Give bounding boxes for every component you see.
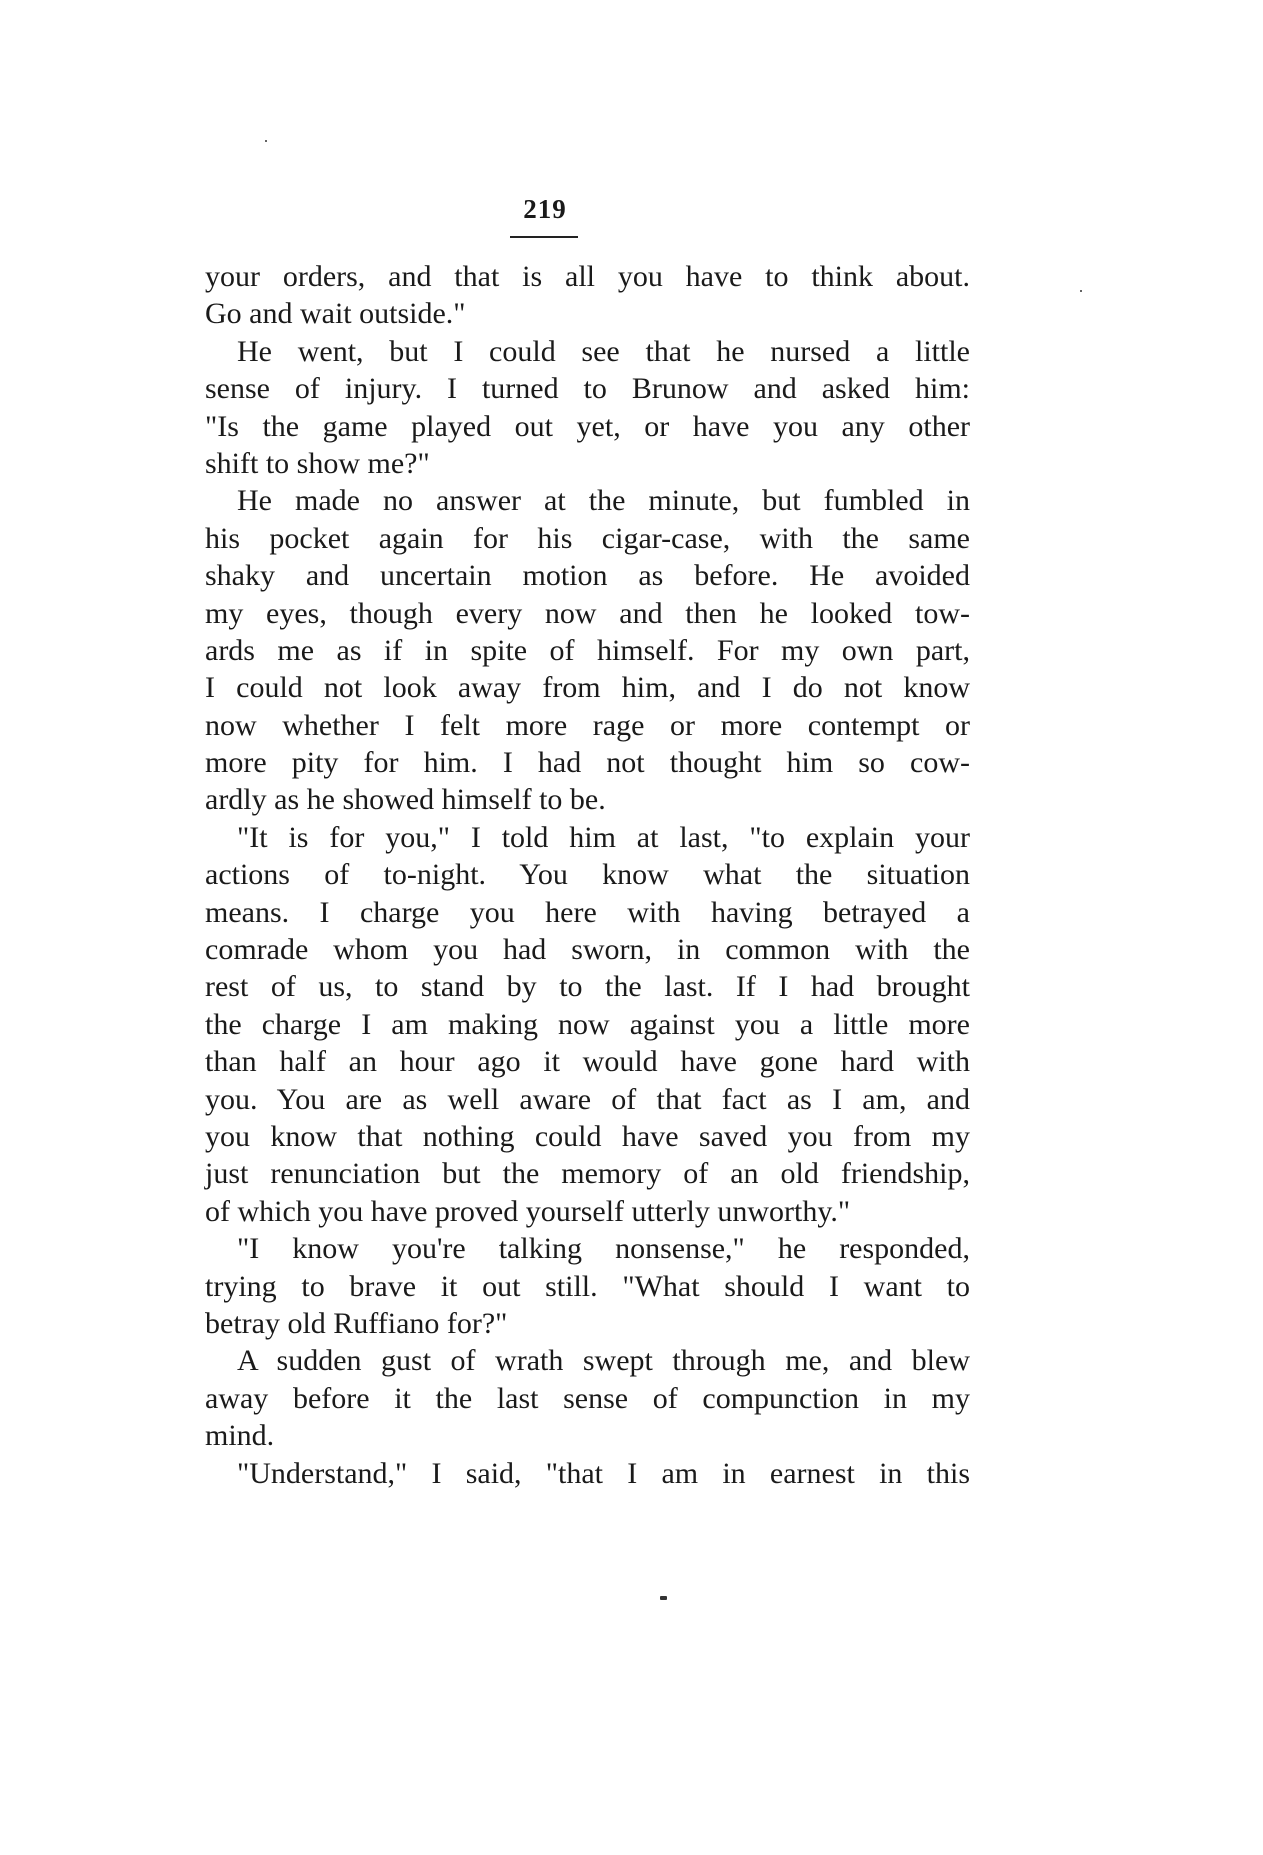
text-line: mind. — [205, 1419, 275, 1453]
text-line: actions of to-night. You know what the situation — [205, 858, 970, 892]
text-line: He went, but I could see that he nursed a little — [237, 334, 970, 368]
text-line: more pity for him. I had not thought him so cow- — [205, 746, 970, 780]
text-line: ardly as he showed himself to be. — [205, 783, 606, 817]
text-line: rest of us, to stand by to the last. If I had brought — [205, 970, 970, 1004]
text-line: sense of injury. I turned to Brunow and asked him: — [205, 372, 970, 406]
text-line: He made no answer at the minute, but fumbled in — [237, 484, 970, 518]
text-line: just renunciation but the memory of an old friendship, — [205, 1157, 970, 1191]
text-line: you. You are as well aware of that fact as I am, and — [205, 1082, 970, 1116]
text-line: trying to brave it out still. "What should I want to — [205, 1269, 970, 1303]
text-line: now whether I felt more rage or more contempt or — [205, 708, 970, 742]
text-line: A sudden gust of wrath swept through me, and blew — [237, 1344, 970, 1378]
page-speck — [265, 140, 267, 142]
text-line: shift to show me?" — [205, 446, 430, 480]
page-number: 219 — [523, 194, 567, 224]
text-line: betray old Ruffiano for?" — [205, 1306, 508, 1340]
text-line: the charge I am making now against you a little more — [205, 1007, 970, 1041]
text-line: his pocket again for his cigar-case, with the same — [205, 521, 970, 555]
text-line: Go and wait outside." — [205, 297, 466, 331]
text-line: "Understand," I said, "that I am in earnest in this — [237, 1456, 970, 1490]
text-line: "I know you're talking nonsense," he responded, — [237, 1232, 970, 1266]
text-line: I could not look away from him, and I do not know — [205, 671, 970, 705]
text-line: "Is the game played out yet, or have you any other — [205, 409, 970, 443]
page-speck — [1080, 290, 1082, 292]
text-line: you know that nothing could have saved you from my — [205, 1119, 970, 1153]
text-line: my eyes, though every now and then he looked tow- — [205, 596, 970, 630]
text-line: shaky and uncertain motion as before. He avoided — [205, 559, 970, 593]
text-line: ards me as if in spite of himself. For my own part, — [205, 633, 970, 667]
text-line: comrade whom you had sworn, in common with the — [205, 933, 970, 967]
text-line: away before it the last sense of compunction in my — [205, 1381, 970, 1415]
text-line: your orders, and that is all you have to think about. — [205, 260, 970, 293]
text-line: than half an hour ago it would have gone hard with — [205, 1045, 970, 1079]
text-line: means. I charge you here with having betrayed a — [205, 895, 970, 929]
page-speck — [660, 1596, 667, 1600]
header-rule — [510, 236, 578, 238]
body-text — [205, 258, 970, 1492]
text-line: of which you have proved yourself utterly unworthy." — [205, 1194, 851, 1228]
text-line: "It is for you," I told him at last, "to explain your — [237, 820, 970, 854]
